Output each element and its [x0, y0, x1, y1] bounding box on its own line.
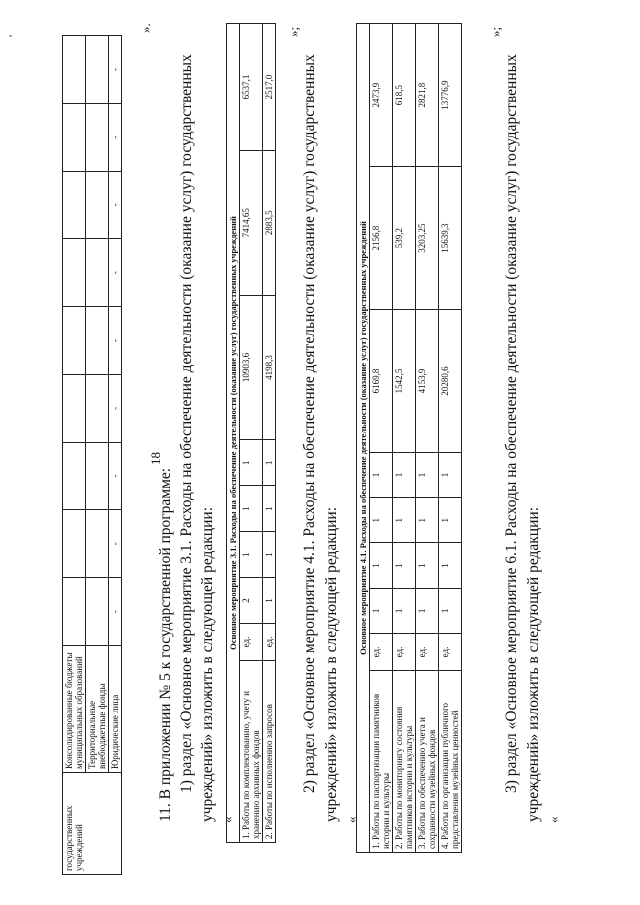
table-cell: 618,5 — [393, 24, 416, 167]
funding-left-label: государственных учреждений — [63, 773, 122, 875]
table-41 — [356, 23, 462, 853]
item2-close-quote: »; — [488, 26, 503, 37]
funding-cell — [63, 103, 86, 171]
funding-cell — [86, 239, 109, 307]
item2-open-quote: « — [344, 816, 359, 823]
funding-row-label: Юридические лица — [109, 646, 122, 773]
funding-cell: - — [109, 103, 122, 171]
table-cell: 1 — [263, 578, 276, 624]
table-row-name: 2. Работы по исполнению запросов — [263, 661, 276, 843]
table-row-name: 4. Работы по организации публичного представления музейных ценностей — [439, 671, 462, 853]
table-cell: 15639,3 — [439, 167, 462, 310]
table-cell: 13776,9 — [439, 24, 462, 167]
table-cell: 1 — [416, 498, 439, 543]
funding-cell: - — [109, 239, 122, 307]
table-cell: 1542,5 — [393, 310, 416, 453]
table-cell: 4153,9 — [416, 310, 439, 453]
item3-line2: учреждений» изложить в следующей редакции: — [525, 507, 542, 822]
funding-cell: - — [109, 578, 122, 646]
table-cell: 1 — [439, 452, 462, 497]
item1-line2: учреждений» изложить в следующей редакции: — [199, 507, 216, 822]
table-cell: 2 — [240, 578, 263, 624]
table-cell: 1 — [439, 543, 462, 588]
table-cell: ед. — [370, 634, 393, 671]
funding-cell — [86, 171, 109, 239]
table-cell: 2821,8 — [416, 24, 439, 167]
table-cell: 1 — [416, 452, 439, 497]
item2-line1: 2) раздел «Основное мероприятие 4.1. Расходы на обеспечение деятельности (оказание услуг) государственных — [301, 54, 318, 793]
item1-close-quote: »; — [286, 26, 301, 37]
funding-cell — [63, 442, 86, 510]
item1-open-quote: « — [220, 816, 235, 823]
funding-cell — [86, 374, 109, 442]
table-cell: 1 — [263, 532, 276, 578]
item3-open-quote: « — [546, 816, 561, 823]
table-cell: 1 — [439, 588, 462, 633]
funding-cell: - — [109, 36, 122, 104]
table-cell: 7414,65 — [240, 150, 263, 295]
table-cell: 1 — [240, 486, 263, 532]
table-cell: 539,2 — [393, 167, 416, 310]
funding-cell — [63, 171, 86, 239]
table-cell: 1 — [439, 498, 462, 543]
funding-row-label: Консолидированные бюджеты муниципальных образований — [63, 646, 86, 773]
funding-cell: - — [109, 442, 122, 510]
funding-cell: - — [109, 171, 122, 239]
funding-cell — [86, 442, 109, 510]
funding-cell — [86, 510, 109, 578]
table-cell: 1 — [370, 543, 393, 588]
funding-cell — [63, 510, 86, 578]
table-31-title: Основное мероприятие 3.1. Расходы на обеспечение деятельности (оказание услуг) государственных учреждений — [227, 24, 240, 843]
funding-cell — [86, 36, 109, 104]
table-41-title: Основное мероприятие 4.1. Расходы на обеспечение деятельности (оказание услуг) государственных учреждений — [357, 24, 370, 853]
table-cell: 1 — [416, 543, 439, 588]
table-row-name: 1. Работы по комплектованию, учету и хранению архивных фондов — [240, 661, 263, 843]
table-31 — [226, 23, 276, 843]
funding-cell — [63, 307, 86, 375]
table-cell: 6537,1 — [240, 24, 263, 151]
table-cell: 2156,8 — [370, 167, 393, 310]
table-row-name: 1. Работы по паспортизации памятников истории и культуры — [370, 671, 393, 853]
funding-cell: - — [109, 374, 122, 442]
top-mark: ' — [6, 34, 20, 37]
table-cell: 1 — [393, 543, 416, 588]
funding-cell: - — [109, 510, 122, 578]
item2-line2: учреждений» изложить в следующей редакции: — [323, 507, 340, 822]
funding-cell — [63, 239, 86, 307]
paragraph-11: 11. В приложении № 5 к государственной программе: — [157, 467, 174, 822]
table-cell: ед. — [263, 624, 276, 661]
table-cell: 2473,9 — [370, 24, 393, 167]
table-cell: 1 — [416, 588, 439, 633]
table-cell: ед. — [240, 624, 263, 661]
table-cell: 1 — [240, 532, 263, 578]
table-cell: 1 — [370, 498, 393, 543]
closing-quote: ». — [138, 23, 153, 33]
funding-cell — [63, 36, 86, 104]
page-number: 18 — [148, 452, 163, 465]
funding-cell — [63, 578, 86, 646]
table-row-name: 3. Работы по обеспечению учета и сохранности музейных фондов — [416, 671, 439, 853]
funding-cell: - — [109, 307, 122, 375]
funding-row-label: Территориальные внебюджетные фонды — [86, 646, 109, 773]
item1-line1: 1) раздел «Основное мероприятие 3.1. Расходы на обеспечение деятельности (оказание услуг) государственных — [178, 54, 195, 793]
table-cell: 1 — [393, 498, 416, 543]
table-cell: ед. — [393, 634, 416, 671]
table-cell: 1 — [263, 486, 276, 532]
table-cell: 2883,5 — [263, 150, 276, 295]
table-cell: ед. — [439, 634, 462, 671]
table-cell: 1 — [263, 440, 276, 486]
table-cell: 2517,0 — [263, 24, 276, 151]
table-cell: 1 — [393, 452, 416, 497]
table-cell: 6169,8 — [370, 310, 393, 453]
table-row-name: 2. Работы по мониторингу состояния памятников истории и культуры — [393, 671, 416, 853]
item3-line1: 3) раздел «Основное мероприятие 6.1. Расходы на обеспечение деятельности (оказание услуг) государственных — [503, 54, 520, 793]
table-cell: 4198,3 — [263, 295, 276, 440]
funding-cell — [86, 578, 109, 646]
table-cell: 10903,6 — [240, 295, 263, 440]
funding-cell — [86, 103, 109, 171]
table-cell: 3203,25 — [416, 167, 439, 310]
table-cell: 1 — [240, 440, 263, 486]
table-cell: ед. — [416, 634, 439, 671]
funding-table — [62, 35, 122, 875]
table-cell: 20280,6 — [439, 310, 462, 453]
funding-cell — [86, 307, 109, 375]
table-cell: 1 — [393, 588, 416, 633]
table-cell: 1 — [370, 452, 393, 497]
table-cell: 1 — [370, 588, 393, 633]
funding-cell — [63, 374, 86, 442]
